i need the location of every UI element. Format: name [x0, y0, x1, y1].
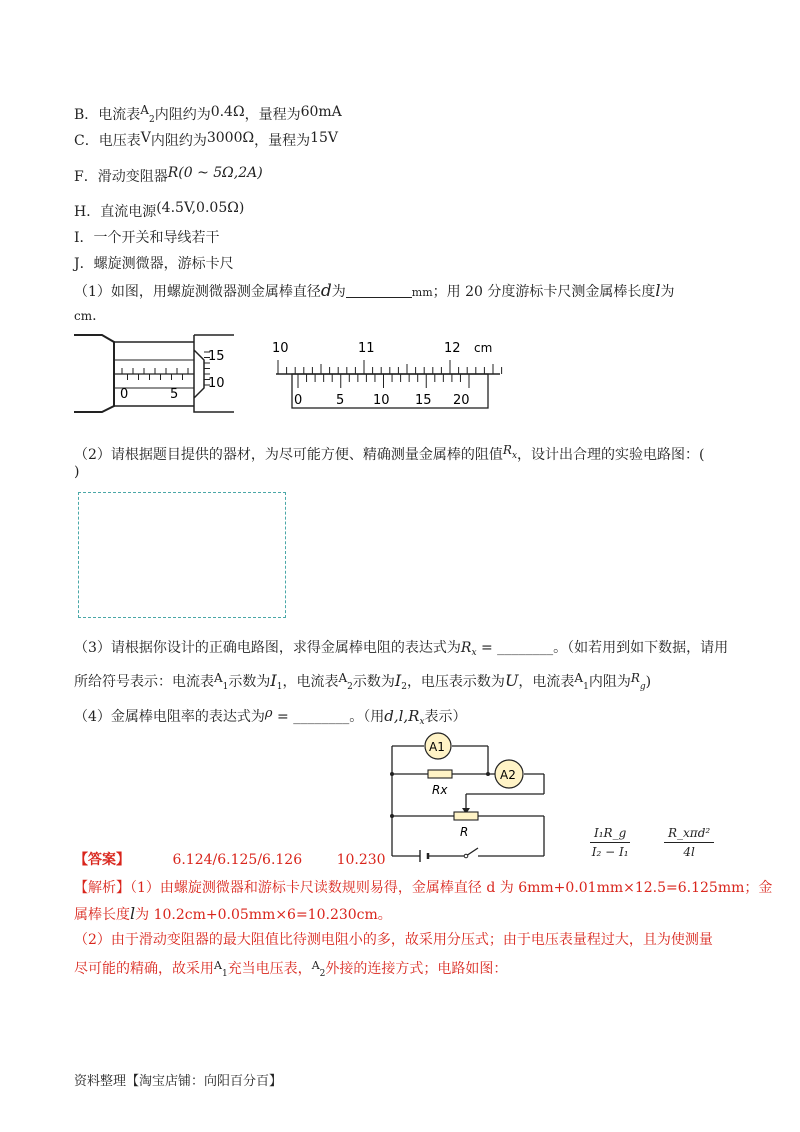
option-b-sep: ，量程为: [244, 107, 301, 123]
q3-blank: ________: [497, 640, 554, 656]
analysis-l4-a2-sub: 2: [319, 969, 326, 979]
q4-vars: d,l,R: [384, 707, 420, 725]
q4-rho: ρ: [264, 706, 273, 721]
q3-a1-sub: 1: [222, 682, 229, 692]
q2-var-r: R: [502, 443, 512, 457]
q3-t2: 示数为: [228, 674, 271, 690]
q1-text-a: （1）如图，用螺旋测微器测金属棒直径: [74, 284, 321, 300]
switch-pivot: [464, 854, 468, 858]
q3-eq: =: [476, 640, 498, 656]
ammeter-a1-label: A1: [429, 740, 445, 754]
q1-end: .: [92, 308, 97, 324]
q1-text-b: 为: [331, 284, 346, 300]
micrometer-label-15: 15: [208, 349, 225, 364]
micrometer-label-10: 10: [208, 376, 225, 391]
ammeter-a2-label: A2: [500, 768, 516, 782]
formula-rho: [664, 826, 714, 859]
caliper-unit: cm: [474, 341, 493, 355]
q2-tail: ，设计出合理的实验电路图：(: [517, 447, 705, 463]
junction-dot: [486, 772, 490, 776]
analysis-l2-a: 属棒长度: [74, 907, 130, 923]
q3-text-a: （3）请根据你设计的正确电路图，求得金属棒电阻的表达式为: [74, 640, 461, 656]
answer-line: [74, 850, 386, 870]
option-h-label: H．直流电源: [74, 204, 157, 220]
q3-t3: ，电流表: [282, 674, 339, 690]
q2-var-sub: x: [511, 451, 518, 461]
q4-text-b: 。（用: [349, 709, 385, 725]
analysis-l4-c: 外接的连接方式；电路如图：: [325, 961, 508, 977]
q3-rg: R: [630, 671, 640, 685]
micrometer-label-5: 5: [170, 387, 179, 402]
option-i: I．一个开关和导线若干: [74, 230, 220, 246]
junction-dot-left-2: [390, 814, 394, 818]
resistor-rx-icon: [428, 770, 452, 778]
caliper-vernier-label-20: 20: [453, 393, 470, 408]
formula-rx: [590, 826, 630, 859]
answer-label: 【答案】: [74, 852, 130, 868]
analysis-l4-a1-sub: 1: [221, 969, 228, 979]
q3-t1: 所给符号表示：电流表: [74, 674, 214, 690]
option-c-sep: ，量程为: [254, 133, 311, 149]
q3-t8: ): [645, 674, 652, 690]
q3-a2: A: [338, 671, 348, 685]
micrometer-frame: [74, 335, 114, 412]
caliper-vernier-label-15: 15: [415, 393, 432, 408]
q3-a1b: A: [574, 671, 584, 685]
answer-value-2: 10.230: [336, 852, 386, 868]
option-c-range: 15V: [310, 130, 339, 146]
q3-t4: 示数为: [352, 674, 395, 690]
q1-line2: [74, 306, 97, 326]
caliper-main-ticks: [278, 360, 502, 374]
q1-text-c: ；用 20 分度游标卡尺测金属棒长度: [432, 284, 656, 300]
micrometer-thimble: [194, 335, 234, 412]
q3-a1: A: [214, 671, 223, 685]
q4-vars-sub: x: [419, 717, 425, 727]
q3-t7: 内阻为: [588, 674, 631, 690]
voltmeter-symbol: V: [140, 130, 151, 146]
q2-line1: [74, 440, 705, 466]
option-b-label: B．电流表: [74, 107, 141, 123]
circuit-answer-box[interactable]: [78, 492, 286, 618]
analysis-l4-a1: A: [214, 959, 222, 972]
q2-text: （2）请根据题目提供的器材，为尽可能方便、精确测量金属棒的阻值: [74, 447, 503, 463]
ammeter-a2-sub: 2: [148, 115, 155, 125]
micrometer-figure: [74, 330, 244, 416]
q3-i1: I: [270, 671, 277, 690]
caliper-vernier-ticks: [298, 374, 469, 388]
q2-close: ): [74, 464, 80, 480]
analysis-line-2: [74, 904, 392, 925]
q3-var-r: R: [460, 640, 472, 656]
analysis-line-4: [74, 956, 507, 984]
analysis-l4-b: 充当电压表，: [227, 961, 312, 977]
q3-line2: [74, 668, 651, 697]
caliper-vernier-label-10: 10: [373, 393, 390, 408]
analysis-l2-b: 为 10.2cm+0.05mm×6=10.230cm。: [135, 907, 392, 923]
option-c-resistance: 3000Ω: [206, 130, 255, 146]
q3-i2-sub: 2: [401, 682, 407, 692]
formula-rx-denominator: I₂ − I₁: [591, 845, 629, 859]
formula-rho-numerator: R_xπd²: [664, 826, 714, 843]
analysis-line-3: （2）由于滑动变阻器的最大阻值比待测电阻小的多，故采用分压式；由于电压表量程过大，且为使测量: [74, 932, 713, 948]
q3-text-b: 。（如若用到如下数据，请用: [553, 640, 729, 656]
q1-var-l: l: [655, 281, 661, 300]
formula-rx-numerator: I₁R_g: [590, 826, 630, 843]
analysis-l2-var: l: [130, 904, 136, 923]
q3-var-sub: x: [471, 648, 477, 658]
q1-text-d: 为: [660, 284, 675, 300]
option-c-label: C．电压表: [74, 133, 141, 149]
q3-t5: ，电压表示数为: [406, 674, 505, 690]
option-b-resistance: 0.4Ω: [210, 104, 245, 120]
q3-u: U: [504, 671, 519, 690]
q4-eq: =: [272, 709, 294, 725]
caliper-main-label-12: 12: [444, 341, 461, 356]
option-f-label: F．滑动变阻器: [74, 169, 168, 185]
q1-blank-diameter: [346, 283, 412, 298]
q4-blank: ________: [293, 709, 350, 725]
q3-t6: ，电流表: [518, 674, 575, 690]
rheostat-r-icon: [454, 812, 478, 820]
caliper-vernier-label-5: 5: [336, 393, 345, 408]
rheostat-r-label: R: [460, 825, 469, 839]
q3-line1: [74, 638, 728, 663]
answer-value-1: 6.124/6.125/6.126: [172, 852, 303, 868]
q4-text-a: （4）金属棒电阻率的表达式为: [74, 709, 265, 725]
micrometer-label-0: 0: [120, 387, 129, 402]
option-f: [74, 163, 263, 187]
junction-dot-left: [390, 772, 394, 776]
option-c: [74, 128, 338, 151]
q3-i2: I: [394, 671, 402, 690]
caliper-main-label-11: 11: [358, 341, 375, 356]
q1-line1: [74, 281, 675, 303]
circuit-diagram: [380, 726, 555, 864]
option-j: J．螺旋测微器，游标卡尺: [74, 256, 234, 272]
q1-var-d: d: [320, 281, 332, 301]
option-b: [74, 100, 342, 130]
option-h-value: (4.5V,0.05Ω): [156, 200, 245, 216]
option-c-mid: 内阻约为: [150, 133, 207, 149]
q3-i1-sub: 1: [276, 682, 283, 692]
analysis-l4-a2: A: [311, 959, 320, 972]
option-b-range: 60mA: [300, 104, 342, 120]
q3-a2-sub: 2: [347, 682, 353, 692]
option-f-value: R(0 ~ 5Ω,2A): [167, 165, 263, 181]
footer-source: 资料整理【淘宝店铺：向阳百分百】: [74, 1074, 283, 1089]
resistor-rx-label: Rx: [432, 783, 448, 797]
q3-a1b-sub: 1: [583, 682, 589, 692]
analysis-l4-a: 尽可能的精确，故采用: [74, 961, 214, 977]
q3-rg-sub: g: [639, 682, 646, 692]
analysis-line-1: 【解析】（1）由螺旋测微器和游标卡尺读数规则易得，金属棒直径 d 为 6mm+0.01mm×12.5=6.125mm；金: [74, 880, 773, 896]
formula-rho-denominator: 4l: [683, 845, 695, 859]
option-h: [74, 198, 244, 222]
vernier-caliper-figure: [270, 338, 510, 414]
caliper-main-label-10: 10: [272, 341, 289, 356]
q1-unit-mm: mm: [411, 286, 433, 299]
ammeter-a2-symbol: A: [140, 103, 149, 117]
option-b-mid: 内阻约为: [154, 107, 211, 123]
caliper-vernier-label-0: 0: [294, 393, 303, 408]
q1-unit-cm: cm: [74, 309, 93, 323]
q4-text-c: 表示）: [424, 709, 467, 725]
